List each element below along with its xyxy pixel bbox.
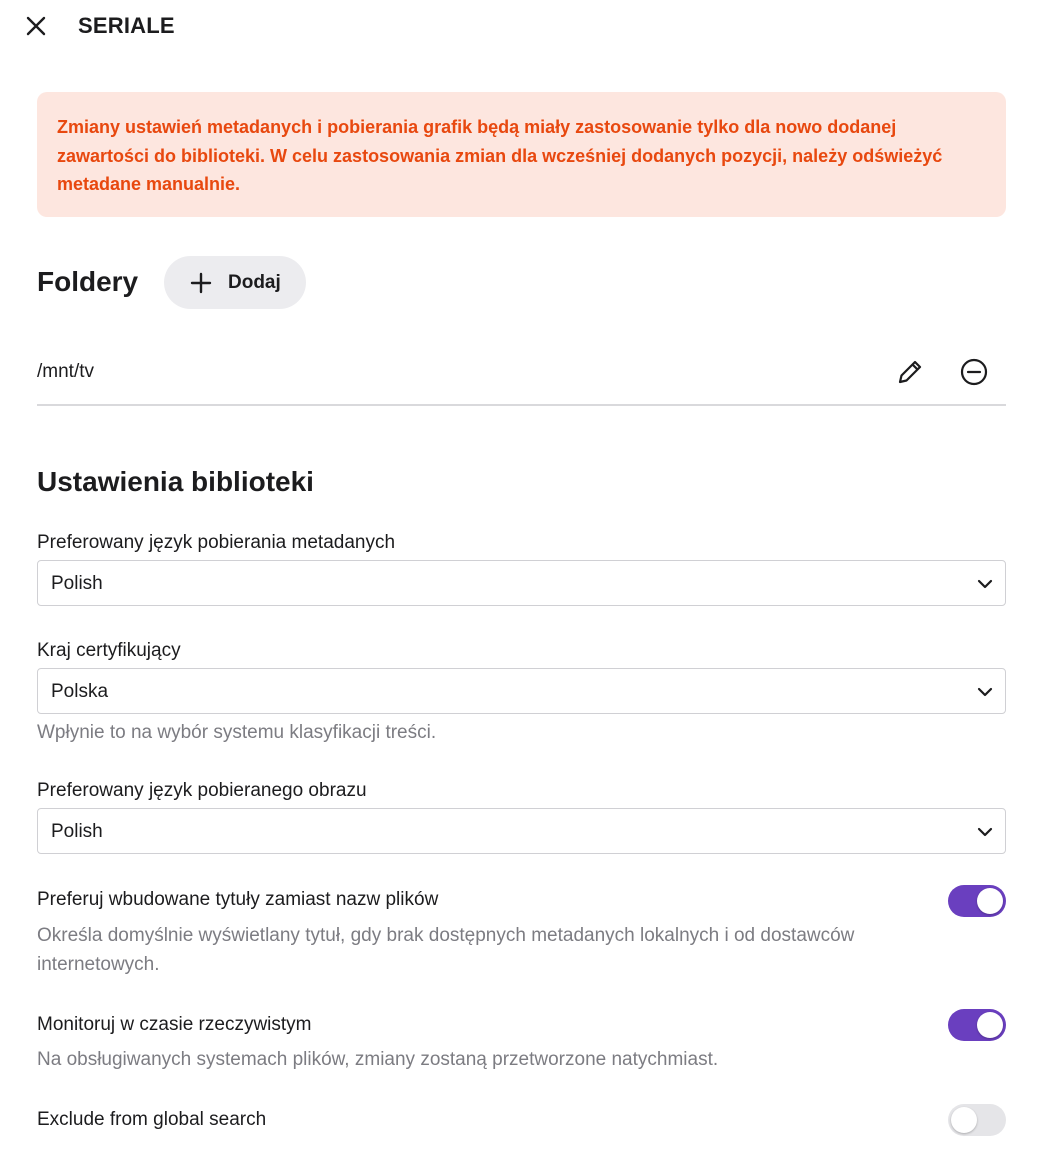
certification-country-help: Wpłynie to na wybór systemu klasyfikacji treści. — [37, 722, 437, 743]
toggle-knob — [977, 888, 1003, 914]
realtime-monitor-toggle[interactable] — [948, 1009, 1006, 1041]
exclude-global-search-label: Exclude from global search — [37, 1109, 267, 1130]
image-language-select[interactable] — [37, 808, 1006, 854]
plus-icon — [190, 272, 212, 294]
metadata-language-select[interactable] — [37, 560, 1006, 606]
image-language-value: Polish — [51, 821, 103, 842]
metadata-language-value: Polish — [51, 573, 103, 594]
prefer-embedded-titles-help: Określa domyślnie wyświetlany tytuł, gdy brak dostępnych metadanych lokalnych i od dostawców internetowych. — [37, 925, 855, 975]
page-title: SERIALE — [78, 13, 175, 38]
toggle-knob — [977, 1012, 1003, 1038]
close-icon — [25, 15, 47, 37]
certification-country-value: Polska — [51, 681, 109, 702]
certification-country-label: Kraj certyfikujący — [37, 640, 181, 661]
folder-row — [37, 340, 1006, 406]
toggle-knob — [951, 1107, 977, 1133]
close-button[interactable] — [22, 12, 50, 40]
image-language-label: Preferowany język pobieranego obrazu — [37, 780, 367, 801]
dialog-header — [0, 0, 1042, 52]
chevron-down-icon — [975, 682, 995, 702]
add-folder-button[interactable] — [164, 256, 306, 309]
certification-country-select[interactable] — [37, 668, 1006, 714]
chevron-down-icon — [975, 822, 995, 842]
metadata-language-label: Preferowany język pobierania metadanych — [37, 532, 396, 553]
metadata-notice: Zmiany ustawień metadanych i pobierania grafik będą miały zastosowanie tylko dla nowo dodanej zawartości do biblioteki. W celu zastosowania zmian dla wcześniej dodanych pozycji, należy odświeżyć metadane manualnie. — [37, 92, 1006, 217]
pencil-icon — [894, 356, 926, 388]
folders-heading: Foldery — [37, 266, 139, 297]
remove-folder-button[interactable] — [958, 356, 990, 388]
realtime-monitor-help: Na obsługiwanych systemach plików, zmiany zostaną przetworzone natychmiast. — [37, 1049, 719, 1070]
folder-path: /mnt/tv — [37, 361, 95, 382]
prefer-embedded-titles-label: Preferuj wbudowane tytuły zamiast nazw plików — [37, 889, 439, 910]
exclude-global-search-toggle[interactable] — [948, 1104, 1006, 1136]
prefer-embedded-titles-toggle[interactable] — [948, 885, 1006, 917]
edit-folder-button[interactable] — [894, 356, 926, 388]
realtime-monitor-label: Monitoruj w czasie rzeczywistym — [37, 1014, 312, 1035]
chevron-down-icon — [975, 574, 995, 594]
library-settings-heading: Ustawienia biblioteki — [37, 466, 314, 497]
add-folder-label: Dodaj — [228, 271, 281, 293]
remove-circle-icon — [958, 356, 990, 388]
